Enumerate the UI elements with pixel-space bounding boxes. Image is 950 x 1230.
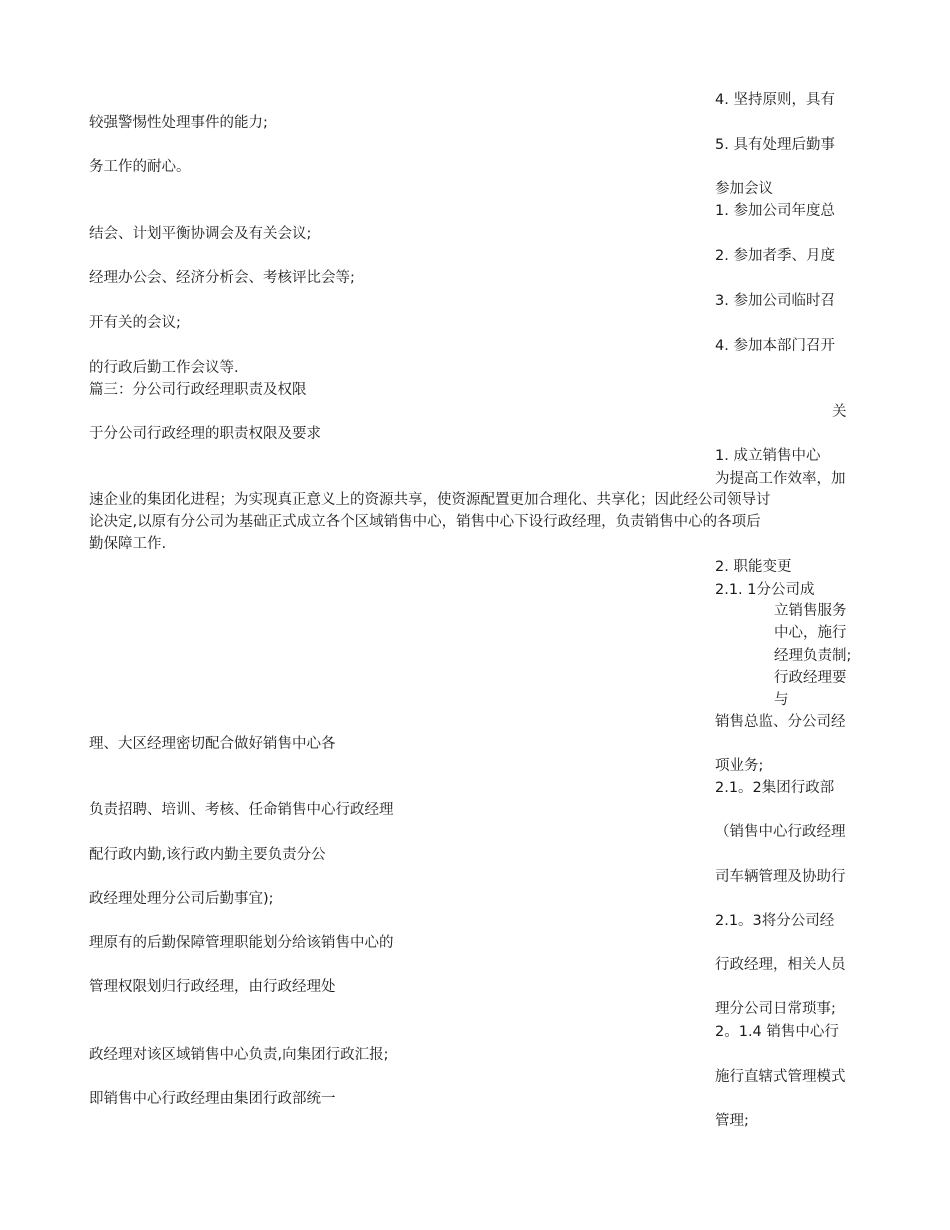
left-line-3: 结会、计划平衡协调会及有关会议; (89, 226, 312, 242)
right-line-12: 2.1. 1分公司成 (715, 582, 815, 598)
right-line-12a: 立销售服务 (774, 603, 847, 619)
left-line-5: 开有关的会议; (89, 315, 181, 331)
right-line-3: 参加会议 (715, 181, 773, 197)
paragraph-line-3: 勤保障工作. (89, 536, 167, 552)
right-line-12b: 中心，施行 (774, 625, 847, 641)
right-line-19: 行政经理，相关人员 (715, 957, 846, 973)
right-line-4: 1. 参加公司年度总 (715, 203, 835, 219)
right-line-11: 2. 职能变更 (715, 559, 792, 575)
right-line-21: 2。1.4 销售中心行 (715, 1024, 839, 1040)
right-line-22: 施行直辖式管理模式 (715, 1069, 846, 1085)
right-line-9: 1. 成立销售中心 (715, 448, 821, 464)
left-line-6: 的行政后勤工作会议等. (89, 360, 239, 376)
left-line-14: 管理权限划归行政经理，由行政经理处 (89, 979, 336, 995)
left-line-1: 较强警惕性处理事件的能力; (89, 115, 268, 131)
right-line-12c: 经理负责制; (774, 648, 852, 664)
right-line-18: 2.1。3将分公司经 (715, 913, 835, 929)
left-line-15: 政经理对该区域销售中心负责,向集团行政汇报; (89, 1047, 389, 1063)
right-line-17: 司车辆管理及协助行 (715, 869, 846, 885)
right-line-7: 4. 参加本部门召开 (715, 338, 835, 354)
right-line-10: 为提高工作效率，加 (715, 471, 846, 487)
right-line-2: 5. 具有处理后勤事 (715, 137, 835, 153)
right-line-12e: 与 (774, 692, 789, 708)
paragraph-line-2: 论决定,以原有分公司为基础正式成立各个区域销售中心，销售中心下设行政经理，负责销售中心的各项后 (89, 514, 761, 530)
right-line-16: （销售中心行政经理 (715, 824, 846, 840)
left-line-13: 理原有的后勤保障管理职能划分给该销售中心的 (89, 935, 394, 951)
left-line-10: 负责招聘、培训、考核、任命销售中心行政经理 (89, 802, 394, 818)
right-line-13: 销售总监、分公司经 (715, 714, 846, 730)
left-line-9: 理、大区经理密切配合做好销售中心各 (89, 736, 336, 752)
right-line-5: 2. 参加者季、月度 (715, 248, 835, 264)
right-line-14: 项业务; (715, 758, 764, 774)
left-line-4: 经理办公会、经济分析会、考核评比会等; (89, 270, 355, 286)
left-line-8: 于分公司行政经理的职责权限及要求 (89, 426, 321, 442)
right-line-1: 4. 坚持原则，具有 (715, 92, 835, 108)
section-heading: 篇三：分公司行政经理职责及权限 (89, 382, 307, 398)
right-line-8: 关 (832, 404, 847, 420)
right-line-12d: 行政经理要 (774, 670, 847, 686)
left-line-16: 即销售中心行政经理由集团行政部统一 (89, 1091, 336, 1107)
left-line-11: 配行政内勤,该行政内勤主要负责分公 (89, 847, 326, 863)
paragraph-line-1: 速企业的集团化进程；为实现真正意义上的资源共享，使资源配置更加合理化、共享化；因此经公司领导讨 (89, 492, 771, 508)
right-line-15: 2.1。2集团行政部 (715, 780, 835, 796)
right-line-20: 理分公司日常琐事; (715, 1001, 836, 1017)
right-line-6: 3. 参加公司临时召 (715, 293, 835, 309)
right-line-23: 管理; (715, 1113, 749, 1129)
left-line-12: 政经理处理分公司后勤事宜); (89, 891, 274, 907)
left-line-2: 务工作的耐心。 (89, 159, 191, 175)
body-paragraph (89, 490, 864, 554)
